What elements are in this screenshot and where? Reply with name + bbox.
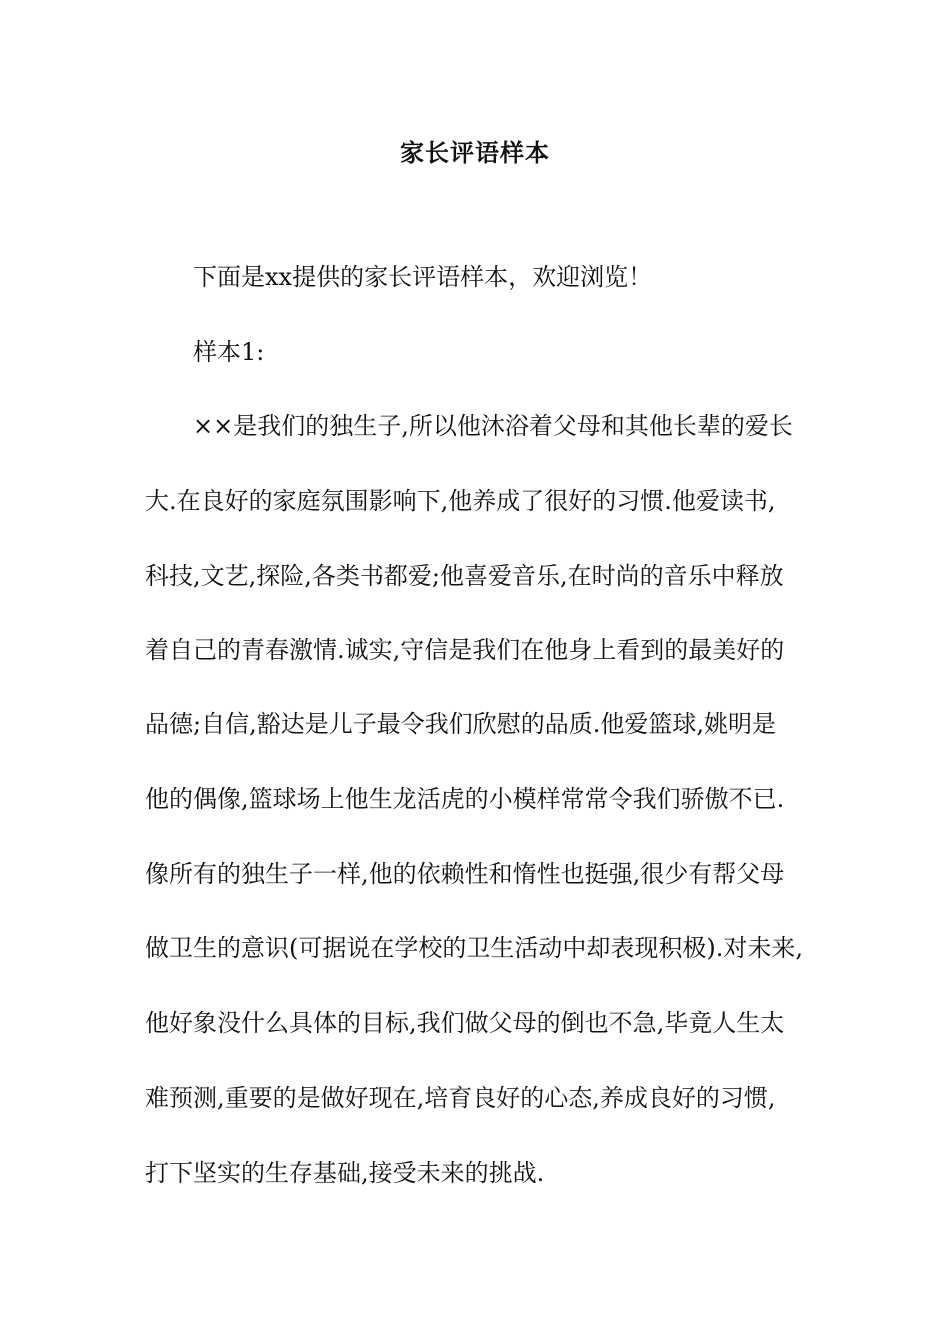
body-line: 品德;自信,豁达是儿子最令我们欣慰的品质.他爱篮球,姚明是 <box>145 710 776 738</box>
document-title: 家长评语样本 <box>400 138 550 167</box>
body-line: 做卫生的意识(可据说在学校的卫生活动中却表现积极).对未来, <box>145 934 803 962</box>
body-line: 着自己的青春激情.诚实,守信是我们在他身上看到的最美好的 <box>145 636 785 664</box>
body-line: 难预测,重要的是做好现在,培育良好的心态,养成良好的习惯, <box>145 1084 776 1112</box>
body-line: 大.在良好的家庭氛围影响下,他养成了很好的习惯.他爱读书, <box>145 487 776 515</box>
body-line: 他好象没什么具体的目标,我们做父母的倒也不急,毕竟人生太 <box>145 1009 785 1037</box>
body-line: 打下坚实的生存基础,接受未来的挑战. <box>145 1159 545 1187</box>
body-line: 像所有的独生子一样,他的依赖性和惰性也挺强,很少有帮父母 <box>145 860 785 888</box>
sample-label: 样本1: <box>193 338 265 366</box>
body-line: 科技,文艺,探险,各类书都爱;他喜爱音乐,在时尚的音乐中释放 <box>145 562 784 590</box>
intro-paragraph: 下面是xx提供的家长评语样本，欢迎浏览！ <box>193 263 653 291</box>
body-line: 他的偶像,篮球场上他生龙活虎的小模样常常令我们骄傲不已. <box>145 785 785 813</box>
body-line: ××是我们的独生子,所以他沐浴着父母和其他长辈的爱长 <box>193 412 793 440</box>
